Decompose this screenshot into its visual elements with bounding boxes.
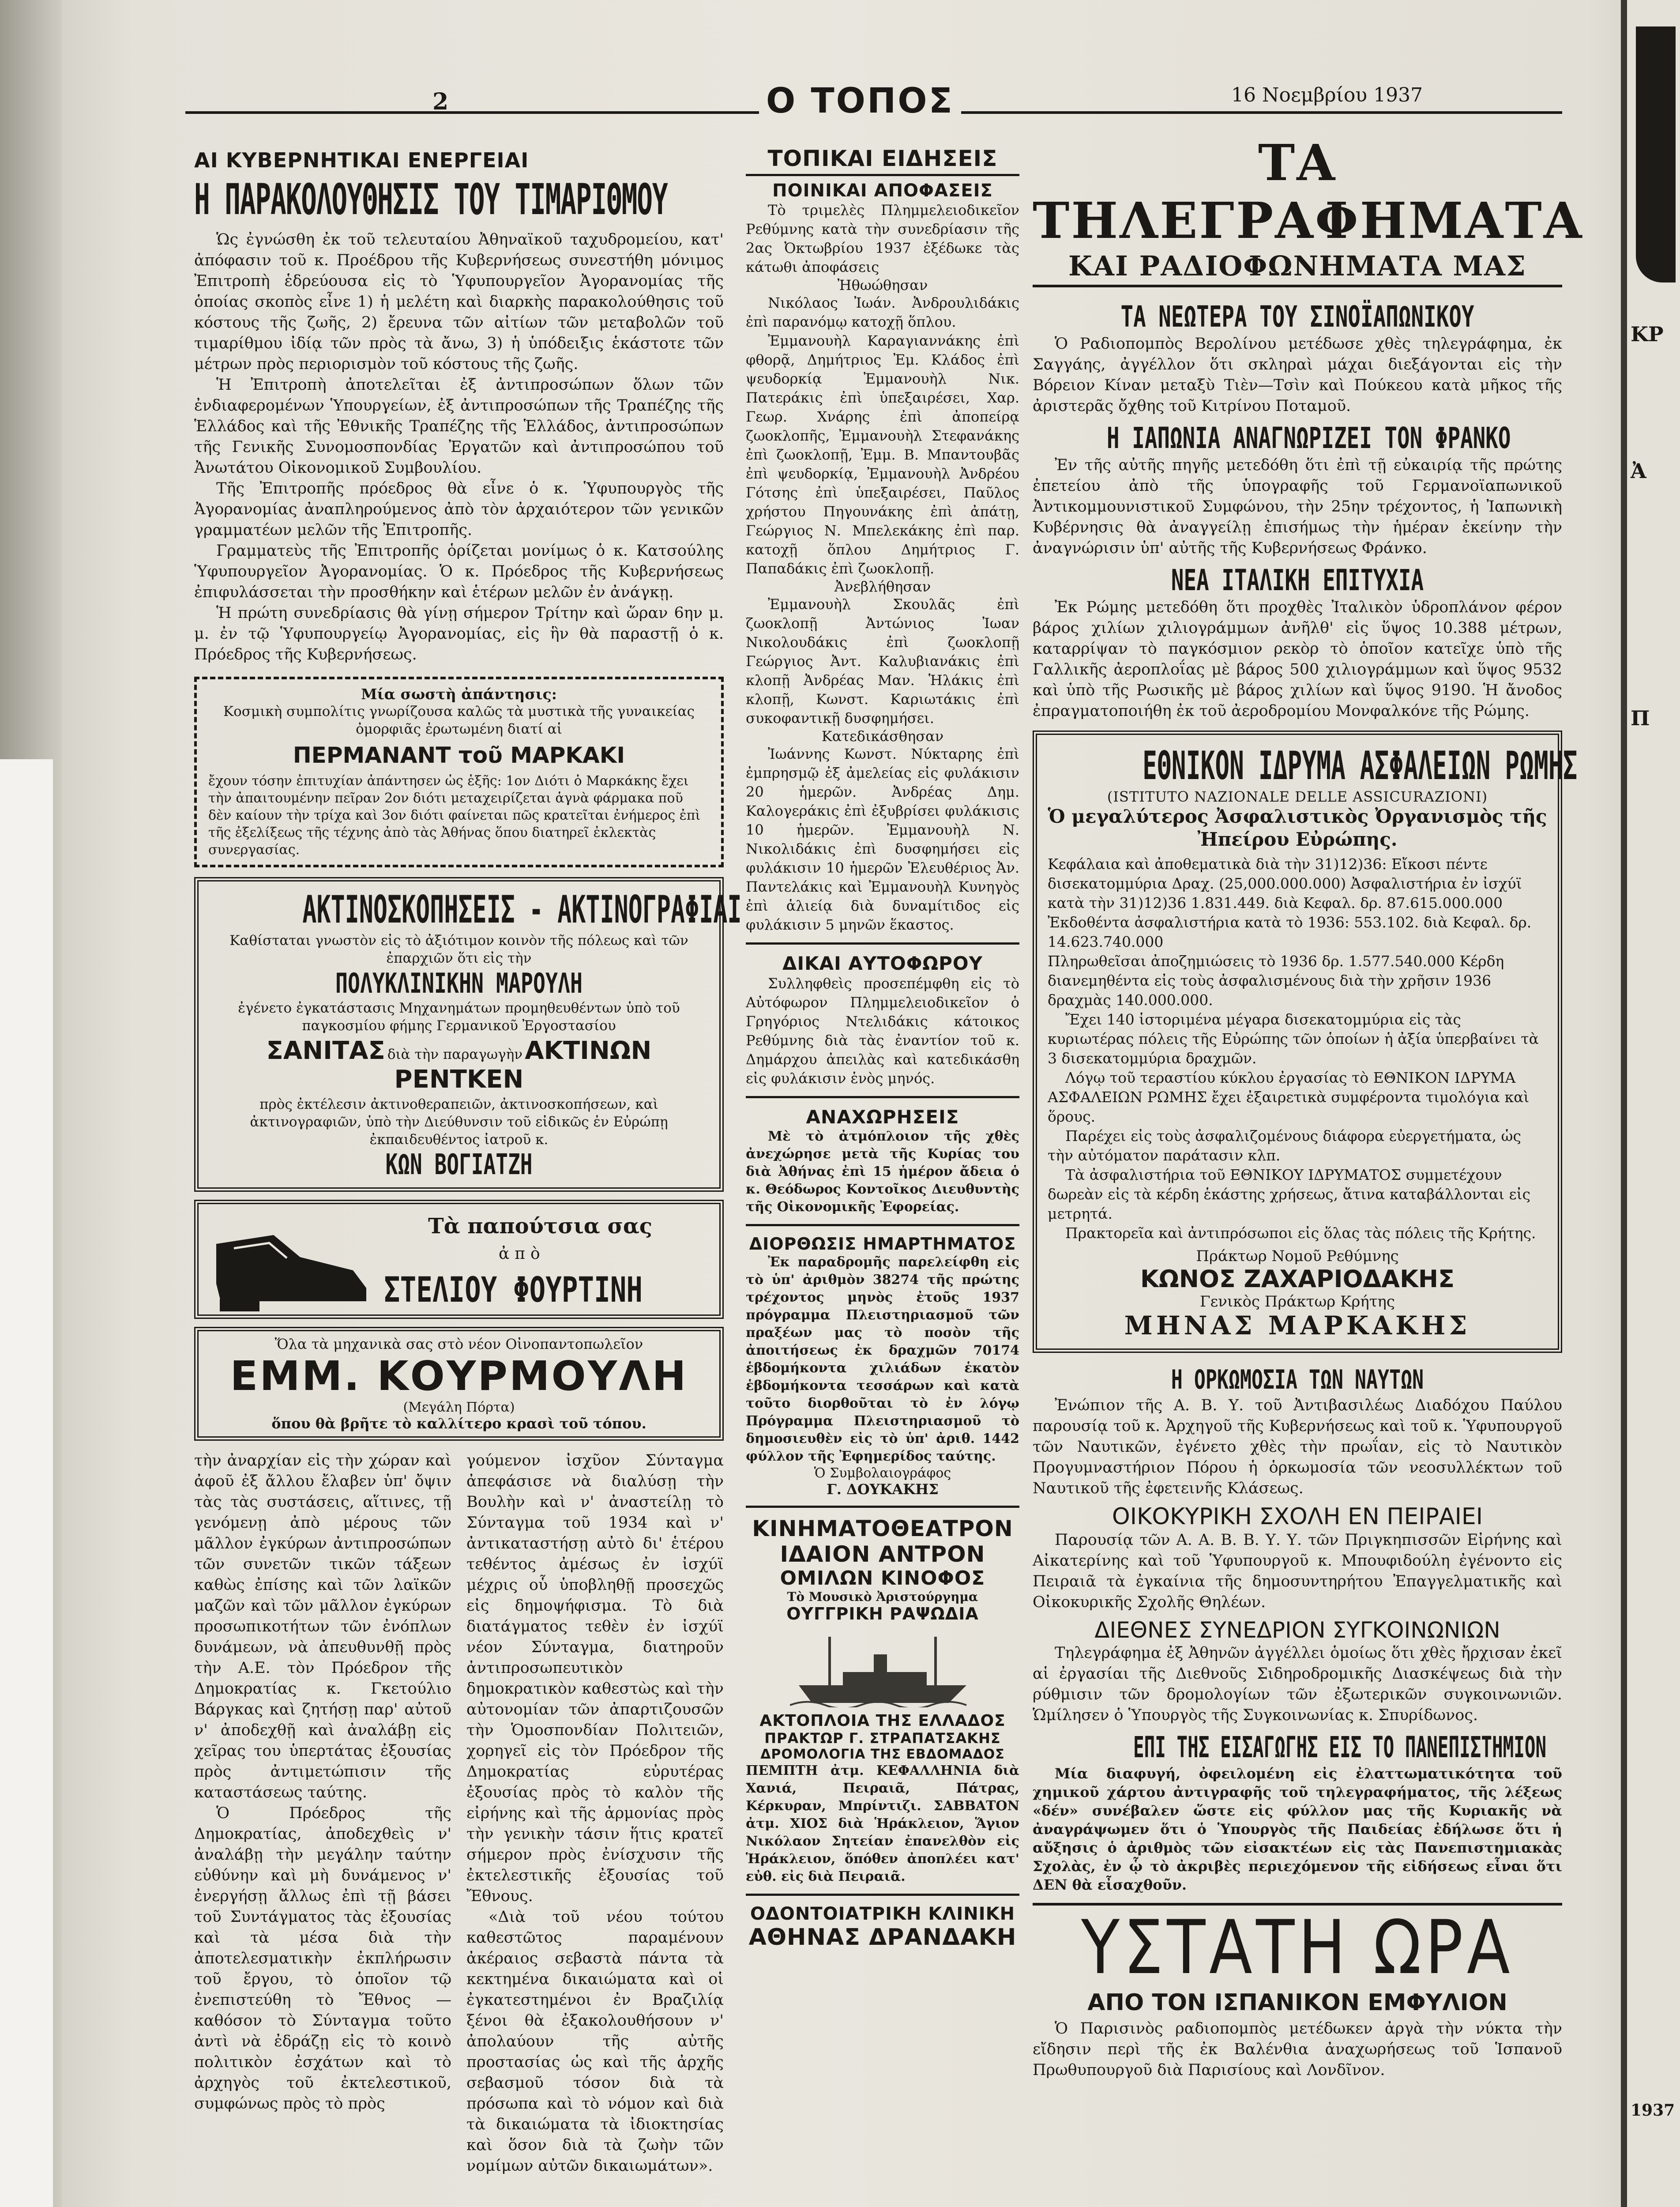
article-headline: ΔΙΚΑΙ ΑΥΤΟΦΩΡΟΥ (782, 953, 983, 974)
agent-name: ΜΗΝΑΣ ΜΑΡΚΑΚΗΣ (1124, 1311, 1471, 1341)
cinema-name: ΙΔΑΙΟΝ ΑΝΤΡΟΝ (780, 1541, 985, 1567)
ad-text: Κεφάλαια καὶ ἀποθεματικὰ διὰ τὴν 31)12)36: Εἴκοσι πέντε δισεκατομμύρια Δραχ. (25,000.000.000) Ἀσφαλιστήρια ἐν ἰσχύϊ κατὰ τὴν 31)12)36 1.831.449. διὰ Κεφαλ. δρ. 87.615.000.000 (1048, 855, 1522, 911)
insurance-ad (1033, 731, 1578, 1353)
clinic-title: ΟΔΟΝΤΟΙΑΤΡΙΚΗ ΚΛΙΝΙΚΗ (750, 1904, 1015, 1924)
signature-name: Γ. ΔΟΥΚΑΚΗΣ (827, 1481, 939, 1498)
shop-name: ΣΤΕΛΙΟΥ ΦΟΥΡΤΙΝΗ (384, 1270, 643, 1310)
ad-text: Κοσμικὴ συμπολίτις γνωρίζουσα καλῶς τὰ μυστικὰ τῆς γυναικείας ὀμορφιᾶς ἐρωτωμένη διατί αἱ (223, 704, 695, 737)
shipping-routes: ΔΡΟΜΟΛΟΓΙΑ ΤΗΣ ΕΒΔΟΜΑΔΟΣ (760, 1747, 1005, 1762)
signature-label: Ὁ Συμβολαιογράφος (814, 1465, 951, 1481)
ad-title: Τὰ παπούτσια σας (428, 1214, 653, 1239)
ad-text: (ISTITUTO NAZIONALE DELLE ASSICURAZIONI) (1107, 788, 1488, 805)
article-paragraph: Γραμματεὺς τῆς Ἐπιτροπῆς ὁρίζεται μονίμως ὁ κ. Κατσούλης Ὑφυπουργεῖον Ἀγορανομίας. Ὁ κ. Πρόεδρος τῆς Κυβερνήσεως ἐπιφυλάσσεται τὴν προσθήκην καὶ ἑτέρων μελῶν ἐν ἀνάγκῃ. (194, 542, 724, 601)
article-headline: ΠΟΙΝΙΚΑΙ ΑΠΟΦΑΣΕΙΣ (772, 181, 993, 201)
ad-text: πρὸς ἐκτέλεσιν ἀκτινοθεραπειῶν, ἀκτινοσκοπήσεων, καὶ ἀκτινογραφιῶν, ὑπὸ τὴν Διεύθυνσιν τοῦ εἰδικῶς ἐν Εὐρώπῃ ἐκπαιδευθέντος ἰατροῦ κ. (250, 1096, 668, 1148)
shoe-icon (207, 1217, 375, 1314)
article-paragraph: Ὁ Παρισινὸς ραδιοπομπὸς μετέδωκεν ἀργὰ τὴν νύκτα τὴν εἴδησιν περὶ τῆς ἐκ Βαλένθια ἀναχωρήσεως τοῦ Ἱσπανοῦ Πρωθυπουργοῦ διὰ Παρισίους καὶ Λονδῖνον. (1033, 2020, 1562, 2079)
article-headline: ΤΑ ΝΕΩΤΕΡΑ ΤΟΥ ΣΙΝΟΪΑΠΩΝΙΚΟΥ (1120, 300, 1474, 334)
ad-text: Παρέχει εἰς τοὺς ἀσφαλιζομένους διάφορα εὐεργετήματα, ὡς τὴν αὐτόματον παράτασιν κλπ. (1048, 1127, 1521, 1164)
ad-text: Πληρωθεῖσαι ἀποζημιώσεις τὸ 1936 δρ. 1.577.540.000 Κέρδη διανεμηθέντα εἰς τοὺς ἀσφαλισμένους διὰ τὴν χρῆσιν 1936 δραχμὰς 140.000.000. (1048, 953, 1504, 1009)
article-paragraph: Ἐκ παραδρομῆς παρελείφθη εἰς τὸ ὑπ' ἀριθμὸν 38274 τῆς πρώτης τρέχοντος μηνὸς ἐτοῦς 1937 πρόγραμμα Πλειστηριασμοῦ τῶν πραξέων μας τὸ ποσὸν τῆς ἀποιτήσεως ἐκ δραχμῶν 70174 ἑβδομήκοντα χιλιάδων ἑκατὸν ἑβδομήκοντα τεσσάρων καὶ κατὰ τοῦτο διορθοῦται τὸ ἐν λόγῳ Πρόγραμμα Πλειστηριασμοῦ τὸ δημοσιευθὲν εἰς τὸ ὑπ' ἀριθ. 1442 φύλλον τῆς Ἐφημερίδος ταύτης. (746, 1254, 1019, 1464)
film-tagline: Τὸ Μουσικὸ Ἀριστούργημα (787, 1589, 978, 1604)
permanent-ad (194, 677, 724, 867)
adjacent-page-edge (1621, 0, 1680, 2207)
column-1 (194, 132, 742, 2177)
article-paragraph: τὴν ἀναρχίαν εἰς τὴν χώραν καὶ ἀφοῦ ἐξ ἄλλου ἔλαβεν ὑπ' ὄψιν τὰς τὰς συστάσεις, αἵτινες, τῇ γενόμενῃ ἀπὸ μέρους τῶν μᾶλλον ἐγκύρων ἀντιπροσώπων τῶν συνετῶν τικῶν τάξεων καθὼς ἐπίσης καὶ τῶν λαϊκῶν μαζῶν καὶ τῶν μᾶλλον ἐγκύρων προσωπικοτήτων τῶν ἐνόπλων δυνάμεων, νὰ ἀπευθυνθῇ πρὸς τὴν Α.Ε. τὸν Πρόεδρον τῆς Δημοκρατίας κ. Γκετούλιο Βάργκας καὶ ζητήσῃ παρ' αὐτοῦ ν' ἀποδεχθῇ καὶ ἀναλάβῃ εἰς χεῖρας του ὑπερτάτας ἐξουσίας πρὸς ἀντιμετώπισιν τῆς καταστάσεως ταύτης. (194, 1452, 451, 1801)
ad-text: διὰ τὴν παραγωγὴν (387, 1047, 523, 1062)
article-paragraph: Ἐμμανουὴλ Καραγιαννάκης ἐπὶ φθορᾷ, Δημήτριος Ἐμ. Κλάδος ἐπὶ ψευδορκίᾳ Ἐμμανουὴλ Νικ. Πατεράκις ἐπὶ ὑπεξαιρέσει, Χαρ. Γεωρ. Χνάρης ἐπὶ ἀποπείρᾳ ζωοκλοπῆς, Ἐμμανουὴλ Στεφανάκης ἐπὶ ζωοκλοπῇ, Ἐμμ. Β. Μπαντουβᾶς ἐπὶ ψευδορκίᾳ, Ἐμμανουὴλ Ἀνδρέου Γότσης ἐπὶ ὑπεξαιρέσει, Παῦλος χρήστου Πηγουνάκης ἐπὶ ἀπάτῃ, Γεώργιος Ν. Μπελεκάκης ἐπὶ παρ. κατοχῇ ὅπλου Δημήτριος Γ. Παπαδάκις ἐπὶ ζωοκλοπῇ. (746, 332, 1019, 577)
subheading: Κατεδικάσθησαν (821, 728, 944, 745)
adjacent-page-text: 1937 (1631, 2101, 1675, 2120)
article-paragraph: Τηλεγράφημα ἐξ Ἀθηνῶν ἀγγέλλει ὁμοίως ὅτι χθὲς ἤρχισαν ἐκεῖ αἱ ἐργασίαι τῆς Διεθνοῦς Σιδηροδρομικῆς Διασκέψεως διὰ τὴν ρύθμισιν τῶν δρομολογίων τῶν ἐξωτερικῶν συγκοινωνιῶν. Ὡμίλησεν ὁ Ὑπουργὸς τῆς Συγκοινωνίας κ. Σπυρίδωνος. (1033, 1644, 1562, 1724)
ad-text: Ἐκδοθέντα ἀσφαλιστήρια κατὰ τὸ 1936: 553.102. διὰ Κεφαλ. δρ. 14.623.740.000 (1048, 914, 1532, 950)
ad-text: Καθίσταται γνωστὸν εἰς τὸ ἀξιότιμον κοινὸν τῆς πόλεως καὶ τῶν ἐπαρχιῶν ὅτι εἰς τὴν (229, 933, 688, 966)
ad-title: ΠΕΡΜΑΝΑΝΤ τοῦ ΜΑΡΚΑΚΙ (293, 742, 625, 768)
article-paragraph: Νικόλαος Ἰωάν. Ἀνδρουλιδάκις ἐπὶ παρανόμῳ κατοχῇ ὅπλου. (746, 294, 1019, 330)
article-paragraph: Συλληφθεὶς προσεπέμφθη εἰς τὸ Αὐτόφωρον Πλημμελειοδικεῖον ὁ Γρηγόριος Ντελιδάκις κάτοικος Ρεθύμνης διὰ τὰς ἐναντίον τοῦ κ. Δημάρχου ἀπειλὰς καὶ κατεδικάσθη εἰς φυλάκισιν ἑνὸς μηνός. (746, 975, 1019, 1087)
article-headline: ΔΙΕΘΝΕΣ ΣΥΝΕΔΡΙΟΝ ΣΥΓΚΟΙΝΩΝΙΩΝ (1094, 1617, 1500, 1643)
article-paragraph: Ἐνώπιον τῆς Α. Β. Υ. τοῦ Ἀντιβασιλέως Διαδόχου Παύλου παρουσίᾳ τοῦ κ. Ἀρχηγοῦ τῆς Κυβερνήσεως καὶ τοῦ κ. Ὑφυπουργοῦ τῶν Ναυτικῶν, ἐγένετο χθὲς τὴν πρωΐαν, εἰς τὸ Ναυτικὸν Προγυμναστήριον Πόρου ἡ ὁρκωμοσία τῶν νεοσυλλέκτων τοῦ Ναυτικοῦ τῆς ἐφετεινῆς Κλάσεως. (1033, 1397, 1562, 1497)
article-paragraph: Ὡς ἐγνώσθη ἐκ τοῦ τελευταίου Ἀθηναϊκοῦ ταχυδρομείου, κατ' ἀπόφασιν τοῦ κ. Προέδρου τῆς Κυβερνήσεως συνεστήθη μόνιμος Ἐπιτροπὴ ἑδρεύουσα εἰς τὸ Ὑφυπουργεῖον Ἀγορανομίας τῆς ὁποίας σκοπὸς εἶνε 1) ἡ μελέτη καὶ διαρκὴς παρακολούθησις τοῦ κόστους τῆς ζωῆς, 2) ἔρευνα τῶν αἰτίων τῶν μεταβολῶν τοῦ τιμαρίθμου ἰδίᾳ τῶν πρὸς τὰ ἄνω, 3) ἡ ὑπόδειξις ἑκάστοτε τῶν μέτρων πρὸς περιορισμὸν τοῦ κόστους τῆς ζωῆς. (194, 231, 724, 373)
article-paragraph: Ἰωάννης Κωνστ. Νύκταρης ἐπὶ ἐμπρησμῷ ἐξ ἀμελείας εἰς φυλάκισιν 20 ἡμερῶν. Ἀνδρέας Δημ. Καλογεράκις ἐπὶ ἐξυβρίσει φυλάκισις 10 ἡμερῶν. Ἐμμανουὴλ Ν. Νικολιδάκις ἐπὶ δυσφημήσει εἰς φυλάκισιν 10 ἡμερῶν Ἐλευθέριος Ἀν. Παντελάκις καὶ Ἐμμανουὴλ Κυνηγὸς ἐπὶ ἁλιείᾳ διὰ δυναμίτιδος εἰς φυλάκισιν 5 μηνῶν ἕκαστος. (746, 746, 1019, 933)
article-headline: ΥΣΤΑΤΗ ΩΡΑ (1081, 1904, 1514, 1991)
article-headline: ΔΙΟΡΘΩΣΙΣ ΗΜΑΡΤΗΜΑΤΟΣ (749, 1234, 1016, 1254)
ad-text: Ὅλα τὰ μηχανικὰ σας στὸ νέον Οἰνοπαντοπωλεῖον (274, 1336, 643, 1352)
column-2 (746, 132, 1019, 1951)
shipping-schedule: ΠΕΜΠΤΗ ἀτμ. ΚΕΦΑΛΛΗΝΙΑ διὰ Χανιά, Πειραιᾶ, Πάτρας, Κέρκυραν, Μπρίντιζι. ΣΑΒΒΑΤΟΝ ἀτμ. ΧΙΟΣ διὰ Ἡράκλειον, Ἅγιον Νικόλαον Σητείαν ἐπανελθὸν εἰς Ἡράκλειον, ὅπόθεν ἀποπλέει κατ' εὐθ. εἰς διὰ Πειραιᾶ. (746, 1763, 1019, 1884)
ad-text: ὅπου θὰ βρῆτε τὸ καλλίτερο κρασὶ τοῦ τόπου. (271, 1415, 646, 1432)
ad-title: ΕΘΝΙΚΟΝ ΙΔΡΥΜΑ ΑΣΦΑΛΕΙΩΝ ΡΩΜΗΣ (1143, 743, 1578, 788)
article-headline: Η ΟΡΚΩΜΟΣΙΑ ΤΩΝ ΝΑΥΤΩΝ (1171, 1364, 1424, 1395)
article-kicker: ΑΙ ΚΥΒΕΡΝΗΤΙΚΑΙ ΕΝΕΡΓΕΙΑΙ (194, 148, 529, 172)
shop-name: ΕΜΜ. ΚΟΥΡΜΟΥΛΗ (230, 1352, 688, 1400)
clinic-title: ΑΘΗΝΑΣ ΔΡΑΝΔΑΚΗ (748, 1924, 1017, 1951)
clinic-name: ΠΟΛΥΚΛΙΝΙΚΗΝ ΜΑΡΟΥΛΗ (335, 967, 583, 999)
article-headline: ΟΙΚΟΚΥΡΙΚΗ ΣΧΟΛΗ ΕΝ ΠΕΙΡΑΙΕΙ (1112, 1503, 1483, 1530)
article-subheadline: ΑΠΟ ΤΟΝ ΙΣΠΑΝΙΚΟΝ ΕΜΦΥΛΙΟΝ (1087, 1989, 1507, 2016)
divider (746, 1894, 1019, 1896)
column-3 (1033, 132, 1584, 2081)
article-paragraph: Τῆς Ἐπιτροπῆς πρόεδρος θὰ εἶνε ὁ κ. Ὑφυπουργὸς τῆς Ἀγορανομίας ἀναπληρούμενος ἀπὸ τὸν ἀρχαιότερον τῶν γενικῶν γραμματέων μελῶν τῆς Ἐπιτροπῆς. (194, 480, 724, 539)
article-headline: Η ΠΑΡΑΚΟΛΟΥΘΗΣΙΣ ΤΟΥ ΤΙΜΑΡΙΘΜΟΥ (194, 175, 668, 224)
article-paragraph: Ἐκ Ρώμης μετεδόθη ὅτι προχθὲς Ἰταλικὸν ὑδροπλάνον φέρον βάρος χιλίων χιλιογράμμων ἀνῆλθ' εἰς ὕψος 10.388 μέτρων, καταρρίψαν τὸ παγκόσμιον ρεκὸρ τὸ ὁποῖον κατεῖχε ὑπὸ τῆς Γαλλικῆς ἀεροπλοΐας μὲ βάρος 500 χιλιογράμμων καὶ ὕψος 9532 καὶ ὑπὸ τῆς Ρωσικῆς μὲ βάρος χιλίων καὶ ὕψος 9190. Ἡ ἄνοδος ἐπραγματοποιήθη ἐκ τοῦ ἀεροδρομίου Μονφαλκόνε τῆς Ρώμης. (1033, 599, 1562, 720)
article-paragraph: γούμενον ἰσχῦον Σύνταγμα ἀπεφάσισε νὰ διαλύσῃ τὴν Βουλὴν καὶ ν' ἀναστείλῃ τὸ Σύνταγμα τοῦ 1934 καὶ ν' ἀντικαταστήσῃ αὐτὸ δι' ἑτέρου τεθέντος ἀμέσως ἐν ἰσχύϊ μέχρις οὗ ὑποβληθῇ προσεχῶς εἰς δημοψήφισμα. Τὸ διὰ διατάγματος τεθὲν ἐν ἰσχύϊ νέον Σύνταγμα, διατηροῦν ἀντιπροσωπευτικὸν δημοκρατικὸν καθεστὼς καὶ τὴν αὐτονομίαν τῶν ἀπαρτιζουσῶν τὴν Ὁμοσπονδίαν Πολιτειῶν, χορηγεῖ εἰς τὸν Πρόεδρον τῆς Δημοκρατίας εὐρυτέρας ἐξουσίας πρὸς τὸ καλὸν τῆς εἰρήνης καὶ τῆς ἁρμονίας πρὸς τὴν γενικὴν τάσιν ἥτις κρατεῖ σήμερον πρὸς ἐνίσχυσιν τῆς ἐκτελεστικῆς ἐξουσίας τοῦ Ἔθνους. (466, 1452, 724, 1905)
rays-name: ΑΚΤΙΝΩΝ ΡΕΝΤΚΕΝ (394, 1036, 652, 1094)
divider (746, 1506, 1019, 1508)
article-paragraph: Ἐμμανουὴλ Σκουλᾶς ἐπὶ ζωοκλοπῇ Ἀντώνιος Ἰωαν Νικολουδάκις ἐπὶ ζωοκλοπῇ Γεώργιος Ἀντ. Καλυβιανάκις ἐπὶ κλοπῇ Ἀνδρέας Μαν. Ἡλάκις ἐπὶ κλοπῇ, Κωνστ. Καριωτάκις ἐπὶ συκοφαντικῇ δυσφημήσει. (746, 596, 1019, 727)
subheading: Ἀνεβλήθησαν (834, 578, 931, 595)
ad-title: ΑΚΤΙΝΟΣΚΟΠΗΣΕΙΣ - ΑΚΤΙΝΟΓΡΑΦΙΑΙ (302, 888, 742, 932)
ad-text: Τὰ ἀσφαλιστήρια τοῦ ΕΘΝΙΚΟΥ ΙΔΡΥΜΑΤΟΣ συμμετέχουν δωρεὰν εἰς τὰ κέρδη ἑκάστης χρήσεως, ἄτινα καταβάλλονται εἰς μετρητά. (1048, 1166, 1531, 1222)
article-headline: ΝΕΑ ΙΤΑΛΙΚΗ ΕΠΙΤΥΧΙΑ (1171, 563, 1424, 597)
film-title: ΟΥΓΓΡΙΚΗ ΡΑΨΩΔΙΑ (786, 1604, 979, 1623)
shipping-agent: ΠΡΑΚΤΩΡ Γ. ΣΤΡΑΠΑΤΣΑΚΗΣ (764, 1730, 1001, 1747)
doctor-name: ΚΩΝ ΒΟΓΙΑΤΖΗ (385, 1149, 533, 1181)
masthead (185, 81, 1562, 124)
ship-icon (790, 1632, 975, 1707)
ad-text: (Μεγάλη Πόρτα) (403, 1400, 515, 1415)
subheading: Ἠθωώθησαν (837, 277, 928, 294)
article-paragraph: Τὸ τριμελὲς Πλημμελειοδικεῖον Ρεθύμνης κατὰ τὴν συνεδρίασιν τῆς 2ας Ὀκτωβρίου 1937 ἐξέδωκε τὰς κάτωθι ἀποφάσεις (746, 202, 1019, 275)
article-headline: Η ΙΑΠΩΝΙΑ ΑΝΑΓΝΩΡΙΖΕΙ ΤΟΝ ΦΡΑΝΚΟ (1107, 421, 1511, 455)
ad-text: ἔχουν τόσην ἐπιτυχίαν ἀπάντησεν ὡς ἑξῆς: 1ον Διότι ὁ Μαρκάκης ἔχει τὴν ἀπαιτουμένην πεῖραν 2ον διότι μεταχειρίζεται ἁγνὰ φάρμακα ποῦ δὲν καίουν τὴν τρίχα καὶ 3ον διότι φαίνεται πῶς κρατεῖται ἐνήμερος ἐπὶ τῆς ἐξελίξεως τῆς τέχνης ἀπὸ τὰς Ἀθήνας ὅπου διατηρεῖ ἐκλεκτὰς συνεργασίας. (208, 773, 701, 858)
paper-strip (0, 759, 53, 2207)
adjacent-page-text: ΚΡ (1631, 322, 1664, 346)
ad-text: Ἔχει 140 ἱστοριμένα μέγαρα δισεκατομμύρια εἰς τὰς κυριωτέρας πόλεις τῆς Εὐρώπης τῶν ὁποίων ἡ ἀξία ὑπερβαίνει τὰ 3 δισεκατομμύρια δραχμῶν. (1048, 1011, 1539, 1067)
section-banner-sub: ΚΑΙ ΡΑΔΙΟΦΩΝΗΜΑΤΑ ΜΑΣ (1033, 250, 1562, 287)
section-heading: ΤΟΠΙΚΑΙ ΕΙΔΗΣΕΙΣ (746, 146, 1019, 176)
issue-date: 16 Νοεμβρίου 1937 (1231, 84, 1423, 106)
ad-text: ἐγένετο ἐγκατάστασις Μηχανημάτων προμηθευθέντων ὑπὸ τοῦ παγκοσμίου φήμης Γερμανικοῦ Ἐργοστασίου (238, 1000, 680, 1034)
article-paragraph: Μία διαφυγή, ὀφειλομένη εἰς ἐλαττωματικότητα τοῦ χημικοῦ χάρτου ἀντιγραφῆς τοῦ τηλεγραφήματος, τῆς λέξεως «δέν» συνέβαλεν ὥστε εἰς φύλλον μας τῆς Κυριακῆς νὰ ἀναγράψωμεν ὅτι ὁ Ὑπουργὸς τῆς Παιδείας ἐδήλωσε ὅτι ἡ αὔξησις ὁ ἀριθμὸς τῶν εἰσακτέων εἰς τὰς Πανεπιστημιακὰς Σχολὰς, ἐν ᾧ τὸ ἀκριβὲς περιεχόμενον τῆς εἰδήσεως εἶναι ὅτι ΔΕΝ θὰ εἶσαχθοῦν. (1033, 1765, 1562, 1893)
shipping-title: ΑΚΤΟΠΛΟΙΑ ΤΗΣ ΕΛΛΑΔΟΣ (759, 1712, 1006, 1730)
agent-label: Πράκτωρ Νομοῦ Ρεθύμνης (1196, 1247, 1399, 1265)
article-paragraph: Ἡ πρώτη συνεδρίασις θὰ γίνῃ σήμερον Τρίτην καὶ ὥραν 6ην μ. μ. ἐν τῷ Ὑφυπουργείῳ Ἀγορανομίας, εἰς ἣν θὰ παραστῇ ὁ κ. Πρόεδρος τῆς Κυβερνήσεως. (194, 604, 724, 663)
ad-text: ἀπὸ (499, 1245, 545, 1263)
agent-label: Γενικὸς Πράκτωρ Κρήτης (1200, 1293, 1395, 1311)
article-paragraph: Ἡ Ἐπιτροπὴ ἀποτελεῖται ἐξ ἀντιπροσώπων ὅλων τῶν ἐνδιαφερομένων Ὑπουργείων, ἐξ ἀντιπροσώπων τῆς Τραπέζης τῆς Ἑλλάδος καὶ τῆς Ἐθνικῆς Τραπέζης τῆς Ἑλλάδος, ἀντιπροσώπων τῆς Γενικῆς Συνομοσπονδίας Ἐργατῶν καὶ ἀντιπροσώπου τοῦ Ἀνωτάτου Οἰκονομικοῦ Συμβουλίου. (194, 376, 724, 477)
agent-name: ΚΩΝΟΣ ΖΑΧΑΡΙΟΔΑΚΗΣ (1140, 1265, 1454, 1293)
article-paragraph: «Διὰ τοῦ νέου τούτου καθεστῶτος παραμένουν ἀκέραιος σεβαστὰ πάντα τὰ κεκτημένα δικαιώματα καὶ οἱ ἐγκατεστημένοι ἐν Βραζιλίᾳ ξένοι θὰ ἐξακολουθήσουν ν' ἀπολαύουν τῆς αὐτῆς προστασίας ὡς καὶ τῆς ἀρχῆς σεβασμοῦ τόσον διὰ τὰ πρόσωπα καὶ τὸ νόμον καὶ διὰ τὰ δικαιώματα τὰ ἰδιοκτησίας καὶ ὅσον διὰ τὰ ζωὴν τῶν νομίμων αὐτῶν δικαιωμάτων». (466, 1908, 724, 2175)
wine-shop-ad (194, 1327, 724, 1441)
cinema-subtitle: ΟΜΙΛΩΝ ΚΙΝΟΦΟΣ (780, 1567, 985, 1589)
ad-text: Λόγῳ τοῦ τεραστίου κύκλου ἐργασίας τὸ ΕΘΝΙΚΟΝ ΙΔΡΥΜΑ ΑΣΦΑΛΕΙΩΝ ΡΩΜΗΣ ἔχει ἐξαιρετικὰ συμφέροντα τιμολόγια καὶ ὅρους. (1048, 1069, 1530, 1125)
adjacent-page-text: Π (1631, 706, 1650, 730)
scan-left-margin (0, 0, 62, 2207)
page-number: 2 (432, 88, 449, 115)
xray-ad (194, 877, 742, 1192)
ad-lead: Μία σωστὴ ἀπάντησις: (361, 685, 557, 703)
cinema-name: ΚΙΝΗΜΑΤΟΘΕΑΤΡΟΝ (752, 1516, 1013, 1541)
divider (746, 1224, 1019, 1226)
ad-subtitle: Ὁ μεγαλύτερος Ἀσφαλιστικὸς Ὀργανισμὸς τῆς Ἠπείρου Εὐρώπης. (1048, 806, 1547, 850)
adjacent-page-dark-block (1636, 26, 1676, 282)
divider (746, 1096, 1019, 1098)
article-headline: ΑΝΑΧΩΡΗΣΕΙΣ (806, 1106, 959, 1128)
brand-name: ΣΑΝΙΤΑΣ (266, 1036, 385, 1065)
article-paragraph: Μὲ τὸ ἀτμόπλοιον τῆς χθὲς ἀνεχώρησε μετὰ τῆς Κυρίας του διὰ Ἀθήνας ἐπὶ 15 ἡμέρον ἄδεια ὁ κ. Θεόδωρος Κοντοῖκος Διευθυντὴς τῆς Οἰκονομικῆς Ἐφορείας. (746, 1129, 1019, 1215)
ad-text: Πρακτορεῖα καὶ ἀντιπρόσωποι εἰς ὅλας τὰς πόλεις τῆς Κρήτης. (1065, 1224, 1536, 1242)
section-banner: ΤΑ ΤΗΛΕΓΡΑΦΗΜΑΤΑ (1033, 134, 1584, 250)
adjacent-page-text: Ἀ (1631, 459, 1646, 483)
article-paragraph: Παρουσίᾳ τῶν Α. Α. Β. Β. Υ. Υ. τῶν Πριγκηπισσῶν Εἰρήνης καὶ Αἰκατερίνης καὶ τοῦ Ὑφυπουργοῦ κ. Μπουφιδούλη ἐγένοντο εἰς Πειραιᾶ τὰ ἐγκαίνια τῆς δημοσυντηρήτου Ἐπαγγελματικῆς καὶ Οἰκοκυρικῆς Σχολῆς Θηλέων. (1033, 1531, 1562, 1611)
article-paragraph: Ὁ Ραδιοπομπὸς Βερολίνου μετέδωσε χθὲς τηλεγράφημα, ἐκ Σαγγάης, ἀγγέλλον ὅτι σκληραὶ μάχαι διεξάγονται εἰς τὴν Βόρειον Κίναν μεταξὺ Τιὲν—Τσὶν καὶ Πούκεου κατὰ μῆκος τῆς ἀριστερᾶς ὄχθης τοῦ Κιτρίνου Ποταμοῦ. (1033, 335, 1562, 415)
article-paragraph: Ἐν τῆς αὐτῆς πηγῆς μετεδόθη ὅτι ἐπὶ τῇ εὐκαιρίᾳ τῆς πρώτης ἐπετείου ἀπὸ τῆς ὑπογραφῆς τοῦ Γερμανοϊαπωνικοῦ Ἀντικομμουνιστικοῦ Συμφώνου, τὴν 25ην τρέχοντος, ἡ Ἰαπωνικὴ Κυβέρνησις θὰ ἀναγγείλῃ ἐπισήμως τὴν ἡμέραν ἐκείνην τὴν ἀναγνώρισιν ὑπ' αὐτῆς τῆς Κυβερνήσεως Φράνκο. (1033, 456, 1562, 557)
newspaper-name: Ο ΤΟΠΟΣ (759, 81, 961, 121)
shoe-ad (194, 1200, 724, 1319)
divider (746, 942, 1019, 945)
article-paragraph: Ὁ Πρόεδρος τῆς Δημοκρατίας, ἀποδεχθεὶς ν' ἀναλάβῃ τὴν μεγάλην ταύτην εὐθύνην καὶ μὴ δυνάμενος ν' ἐνεργήσῃ ἄλλως ἐπὶ τῇ βάσει τοῦ Συντάγματος τὰς ἐξουσίας καὶ τὰ μέσα διὰ τὴν ἀποτελεσματικὴν ἐκπλήρωσιν τοῦ ἔργου, τὸ ὁποῖον τῷ ἐνεπιστεύθη τὸ Ἔθνος —καθόσον τὸ Σύνταγμα τοῦτο ἀντὶ νὰ ἐδράζῃ εἰς τὸ κοινὸ πολιτικὸν ἐσχάτων καὶ τὸ ἀρχηγὸς τοῦ ἐκτελεστικοῦ, συμφώνως πρὸς τὸ πρὸς (194, 1804, 451, 2113)
article-headline: ΕΠΙ ΤΗΣ ΕΙΣΑΓΩΓΗΣ ΕΙΣ ΤΟ ΠΑΝΕΠΙΣΤΗΜΙΟΝ (1133, 1730, 1547, 1764)
